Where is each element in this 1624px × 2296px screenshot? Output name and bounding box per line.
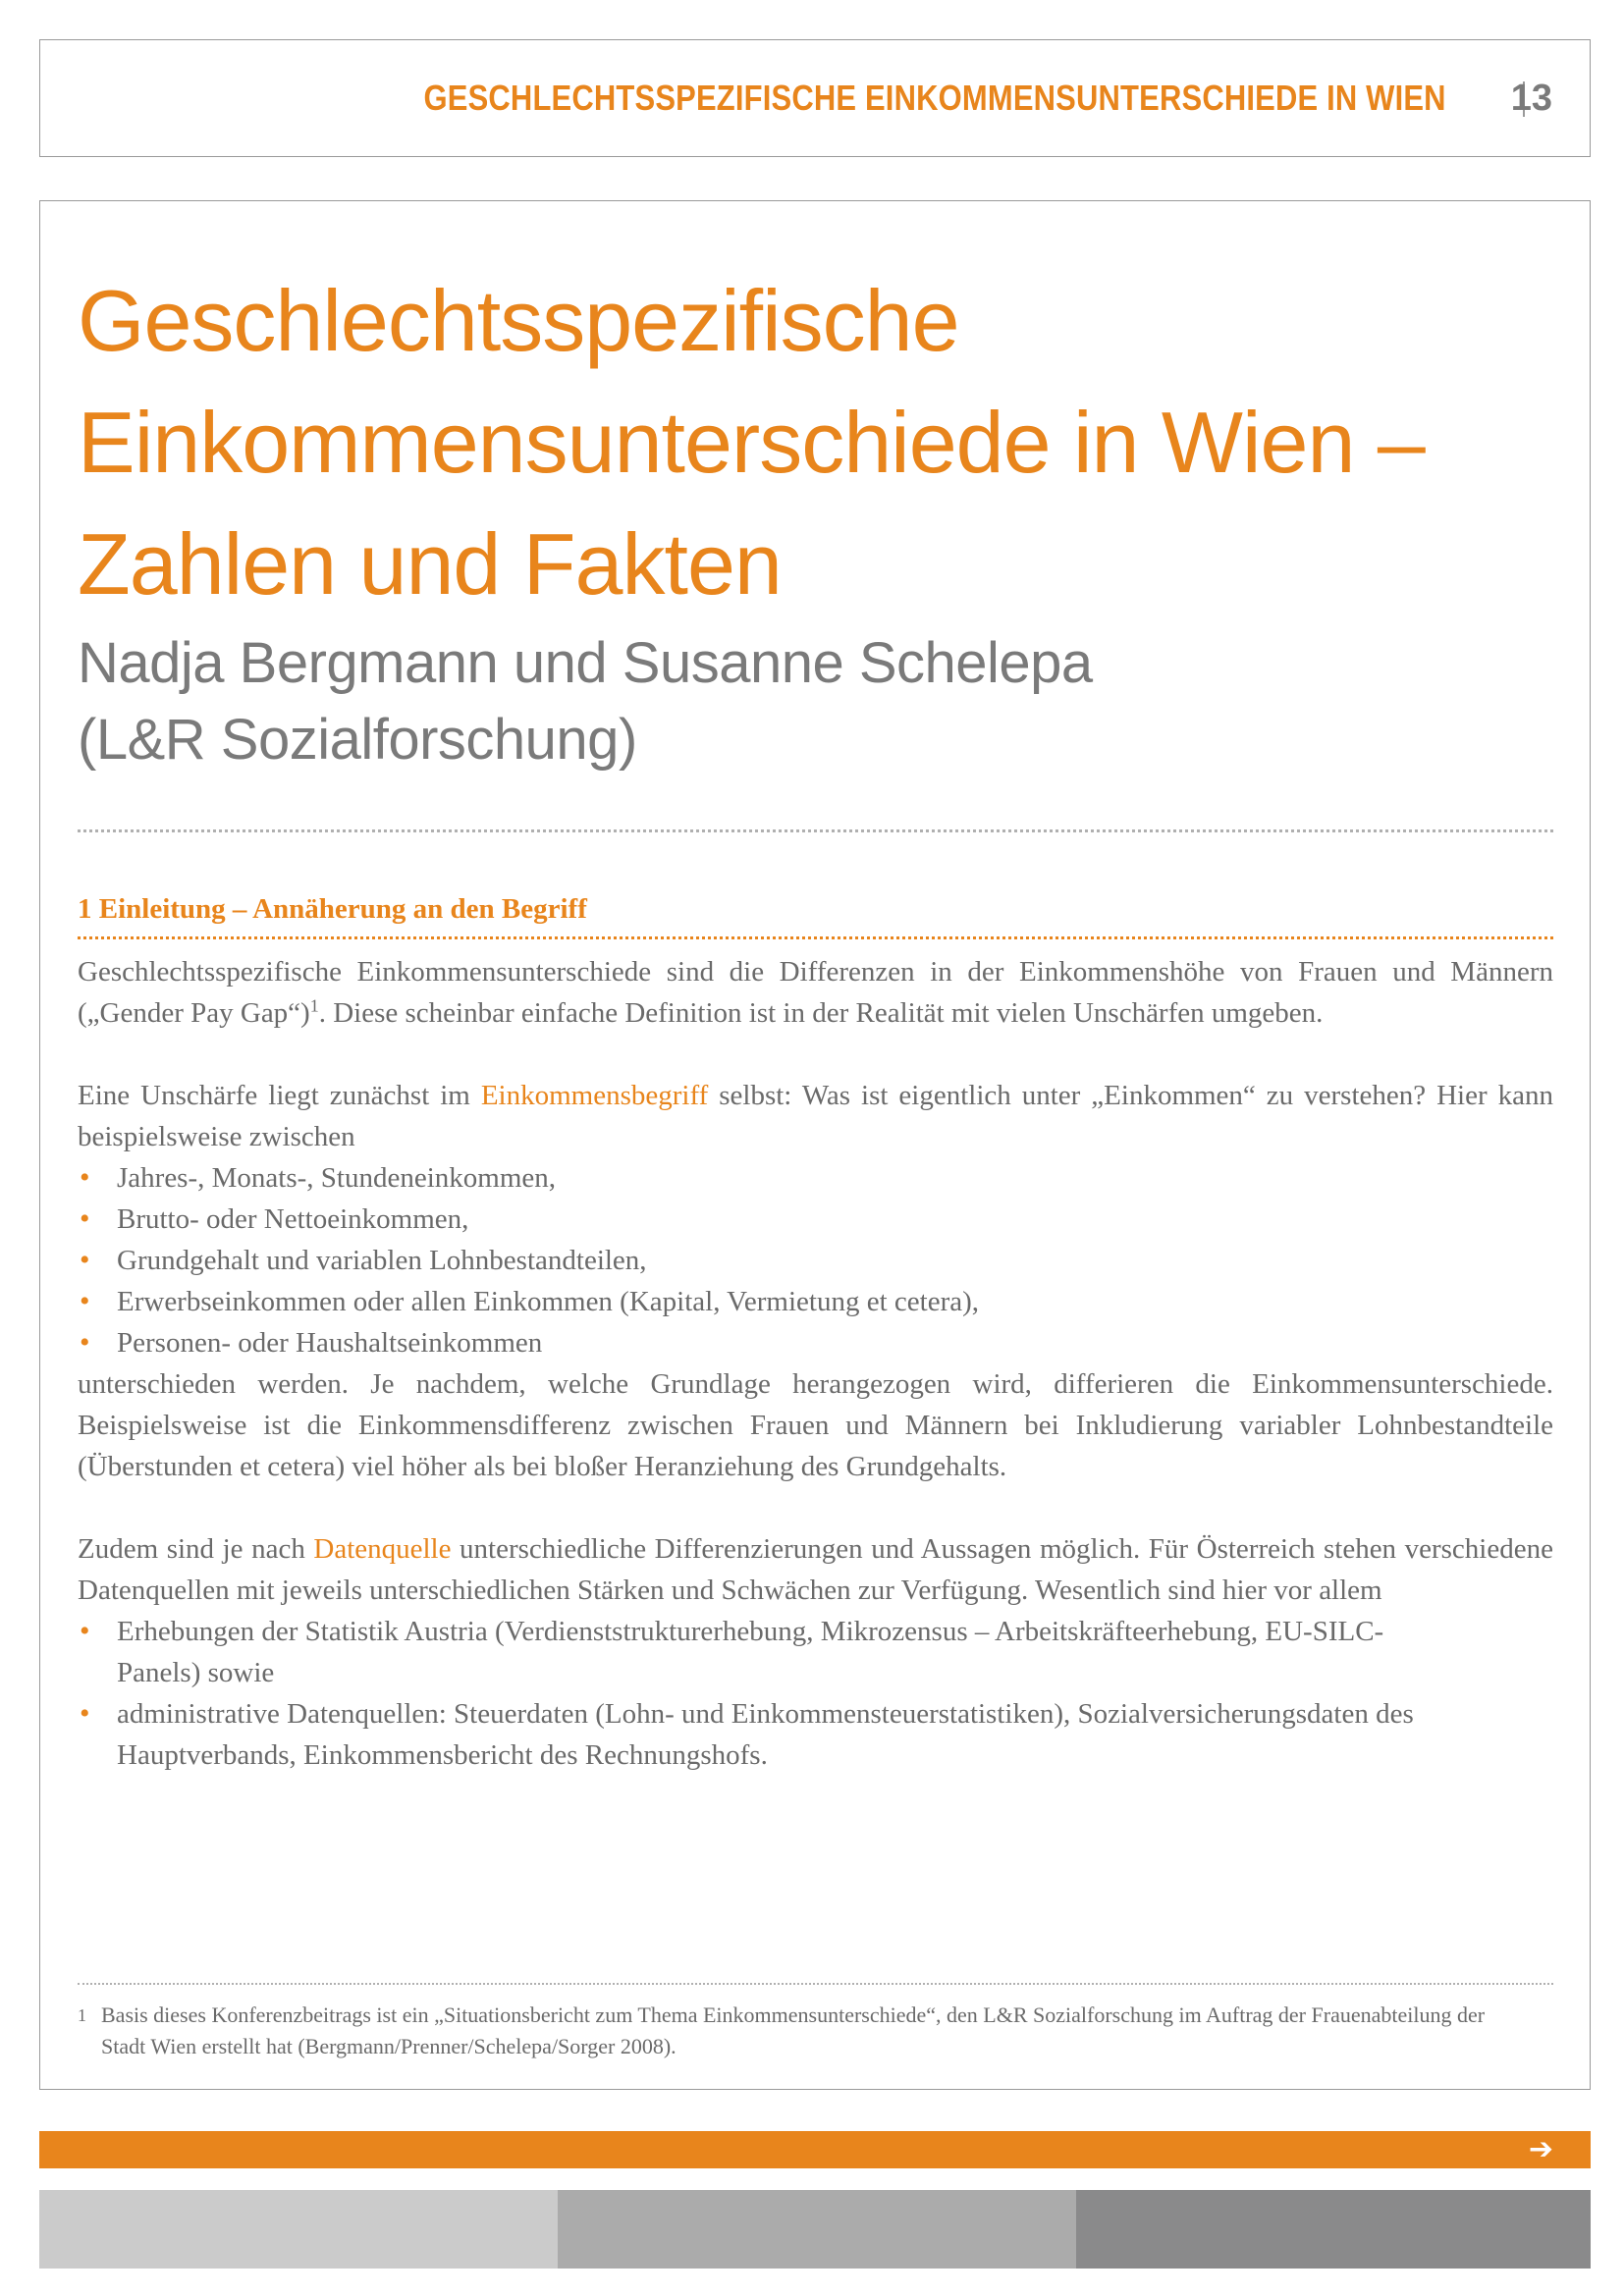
footer-bar [39,2131,1591,2168]
article-frame [39,200,1591,2090]
paragraph-text: Zudem sind je nach [78,1533,314,1565]
list-item: • administrative Datenquellen: Steuerdaten (Lohn- und Einkommensteuerstatistiken), Sozialversicherungsdaten des Hauptverbands, Einkommensbericht des Rechnungshofs. [78,1693,1553,1776]
paragraph-income-concept [78,1075,1553,1157]
list-item: • Personen- oder Haushaltseinkommen [78,1322,1553,1363]
list-item: • Erwerbseinkommen oder allen Einkommen (Kapital, Vermietung et cetera), [78,1281,1553,1322]
paragraph-intro [78,951,1553,1034]
right-arrow-icon[interactable]: ➔ [1528,2132,1553,2166]
paragraph-intro-rest: . Diese scheinbar einfache Definition ist in der Realität mit vielen Unschärfen umgeben. [318,997,1324,1029]
list-item: • Grundgehalt und variablen Lohnbestandteilen, [78,1240,1553,1281]
footnote-number: 1 [78,2005,86,2025]
title-divider [78,829,1553,832]
section-heading: 1 Einleitung – Annäherung an den Begriff [78,893,587,925]
highlight-einkommensbegriff: Einkommensbegriff [480,1080,709,1111]
paragraph-differences: unterschieden werden. Je nachdem, welche Grundlage herangezogen wird, differieren die Einkommensunterschiede. Beispielsweise ist die Einkommensdifferenz zwischen Frauen und Männern bei Inkludierung variabler Lohnbestandteile (Überstunden et cetera) viel höher als bei bloßer Heranziehung des Grundgehalts. [78,1368,1553,1482]
title-line-3: Zahlen und Fakten [78,515,782,613]
highlight-datenquelle: Datenquelle [313,1533,452,1565]
footer-band-dark [1076,2190,1591,2269]
running-title: GESCHLECHTSSPEZIFISCHE EINKOMMENSUNTERSCHIEDE IN WIEN [423,78,1446,118]
list-item: • Brutto- oder Nettoeinkommen, [78,1199,1553,1240]
paragraph-text: Eine Unschärfe liegt zunächst im [78,1080,481,1111]
title-line-1: Geschlechtsspezifische [78,272,959,369]
footnote-divider [78,1983,1553,1985]
author-line-2: (L&R Sozialforschung) [78,708,637,772]
title-line-2: Einkommensunterschiede in Wien – [78,394,1425,491]
list-item: • Jahres-, Monats-, Stundeneinkommen, [78,1157,1553,1199]
footer-band-light [39,2190,558,2269]
footnote [78,2000,1521,2062]
list-item: • Erhebungen der Statistik Austria (Verdienststrukturerhebung, Mikrozensus – Arbeitskräfteerhebung, EU-SILC-Panels) sowie [78,1611,1553,1693]
paragraph-data-sources [78,1528,1553,1611]
footnote-ref: 1 [309,995,319,1016]
footnote-text: Basis dieses Konferenzbeitrags ist ein „Situationsbericht zum Thema Einkommensunterschiede“, den L&R Sozialforschung im Auftrag der Frauenabteilung der Stadt Wien erstellt hat (Bergmann/Prenner/Schelepa/Sorger 2008). [101,2002,1486,2058]
income-types-list [78,1157,1553,1363]
article-authors [78,625,1553,778]
page-number: 13 [1510,78,1552,119]
running-header [39,39,1591,157]
data-sources-list [78,1611,1553,1776]
article-content [78,260,1553,1776]
paragraph-text: unterschiedliche Differenzierungen und Aussagen möglich. Für Österreich stehen verschiedene Datenquellen mit jeweils unterschiedlichen Stärken und Schwächen zur Verfügung. Wesentlich sind hier vor allem [78,1533,1553,1606]
paragraph-text: selbst: Was ist eigentlich unter „Einkommen“ zu verstehen? Hier kann beispielsweise zwischen [78,1080,1553,1152]
footer-band-mid [558,2190,1076,2269]
section-divider [78,936,1553,939]
article-title [78,260,1553,625]
author-line-1: Nadja Bergmann und Susanne Schelepa [78,631,1093,695]
paragraph-intro-text: Geschlechtsspezifische Einkommensunterschiede sind die Differenzen in der Einkommenshöhe von Frauen und Männern („Gender Pay Gap“) [78,956,1553,1029]
